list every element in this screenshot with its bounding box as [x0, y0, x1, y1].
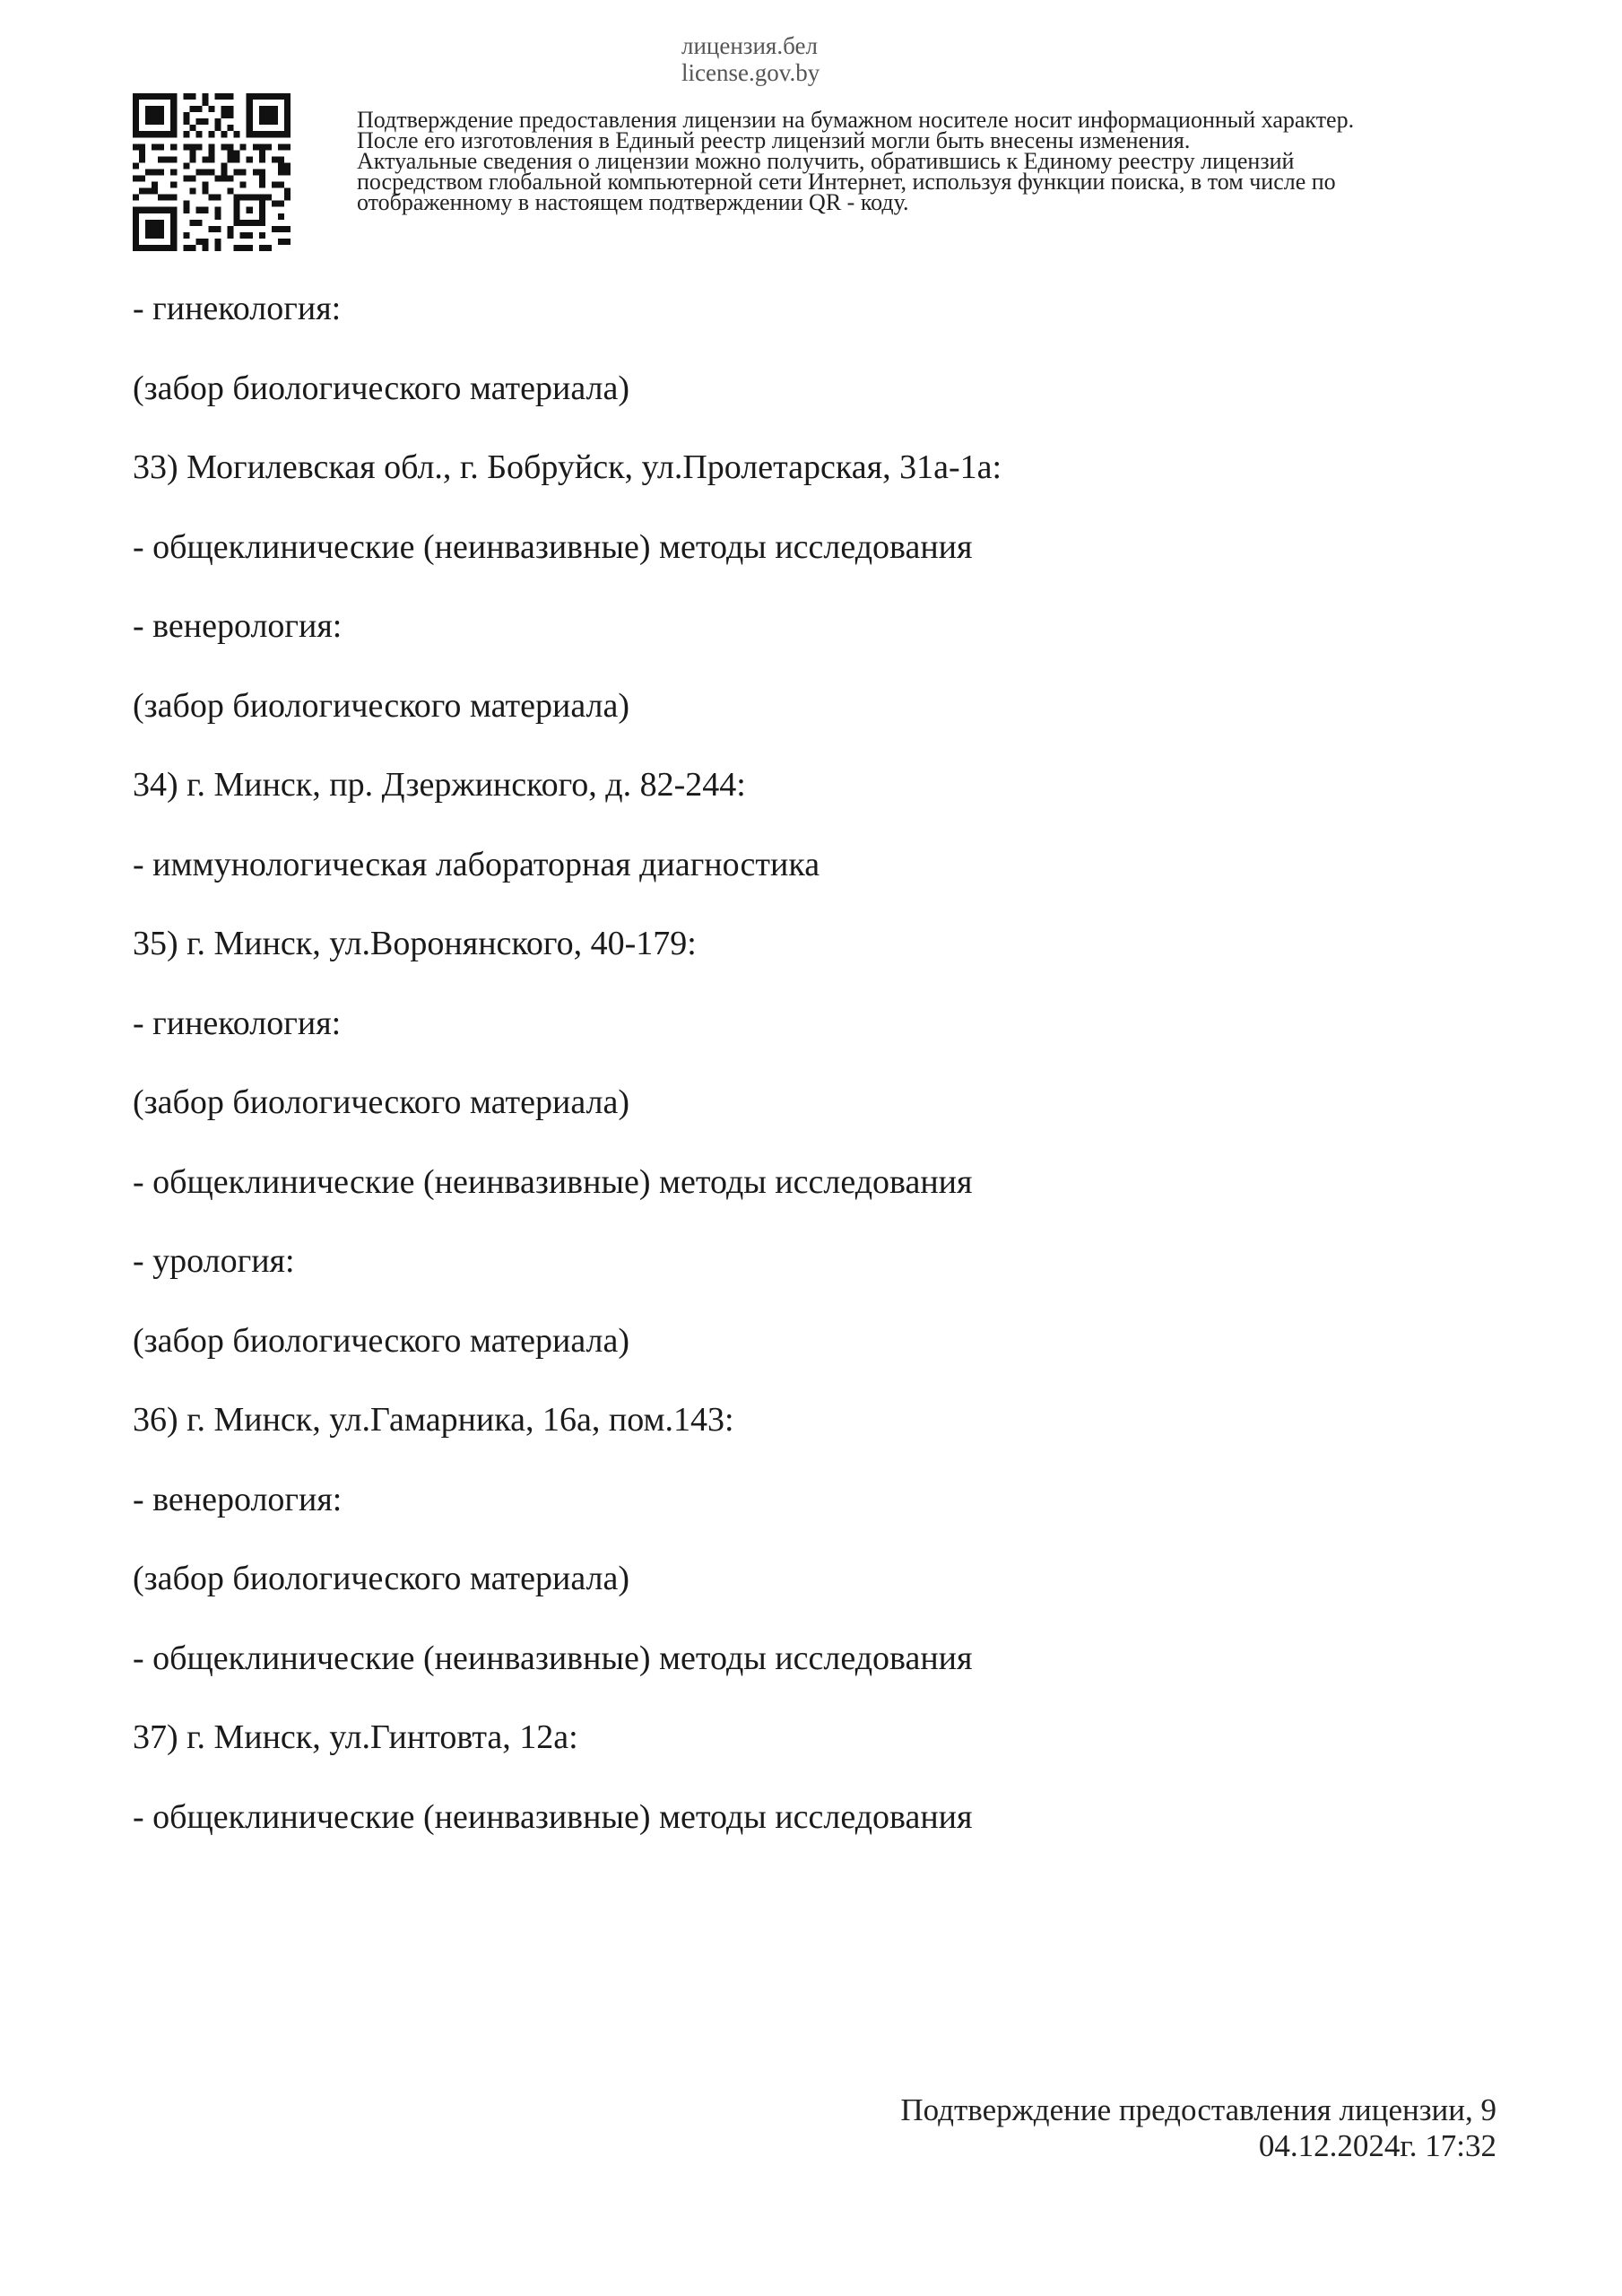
site-link-cyrillic[interactable]: лицензия.бел [681, 32, 818, 59]
address-item: 37) г. Минск, ул.Гинтовта, 12а: [133, 1718, 578, 1756]
list-item: (забор биологического материала) [133, 1321, 630, 1360]
site-links [681, 32, 820, 86]
list-item: (забор биологического материала) [133, 1560, 630, 1597]
notice-line: отображенному в настоящем подтверждении QR - коду. [357, 189, 909, 215]
address-item: 33) Могилевская обл., г. Бобруйск, ул.Пролетарская, 31а-1а: [133, 448, 1002, 486]
site-link-latin[interactable]: license.gov.by [681, 59, 820, 86]
confirmation-page-label: Подтверждение предоставления лицензии, 9 [900, 2092, 1496, 2127]
list-item: - гинекология: [133, 1004, 342, 1042]
notice-line: посредством глобальной компьютерной сети Интернет, используя функции поиска, в том числе по [357, 169, 1336, 195]
list-item: - общеклинические (неинвазивные) методы исследования [133, 1162, 973, 1201]
issue-datetime: 04.12.2024г. 17:32 [1258, 2128, 1496, 2163]
list-item: - венерология: [133, 607, 343, 645]
address-item: 34) г. Минск, пр. Дзержинского, д. 82-244: [133, 766, 746, 804]
address-item: 36) г. Минск, ул.Гамарника, 16а, пом.143: [133, 1401, 734, 1439]
notice-line: Подтверждение предоставления лицензии на бумажном носителе носит информационный характер. [357, 107, 1355, 133]
list-item: - гинекология: [133, 290, 342, 327]
list-item: - урология: [133, 1242, 295, 1280]
info-notice [357, 109, 1549, 213]
list-item: (забор биологического материала) [133, 1083, 630, 1121]
list-item: (забор биологического материала) [133, 369, 630, 407]
list-item: - общеклинические (неинвазивные) методы исследования [133, 1797, 973, 1836]
list-item: - общеклинические (неинвазивные) методы исследования [133, 527, 973, 566]
notice-line: Актуальные сведения о лицензии можно получить, обратившись к Единому реестру лицензий [357, 148, 1295, 174]
page-footer [900, 2092, 1496, 2164]
list-item: - общеклинические (неинвазивные) методы исследования [133, 1639, 973, 1677]
list-item: - венерология: [133, 1480, 343, 1518]
list-item: (забор биологического материала) [133, 686, 630, 725]
list-item: - иммунологическая лабораторная диагностика [133, 845, 820, 883]
qr-code-icon [133, 93, 291, 251]
license-activity-list [133, 287, 1496, 1874]
address-item: 35) г. Минск, ул.Воронянского, 40-179: [133, 925, 697, 962]
notice-line: После его изготовления в Единый реестр лицензий могли быть внесены изменения. [357, 127, 1191, 153]
